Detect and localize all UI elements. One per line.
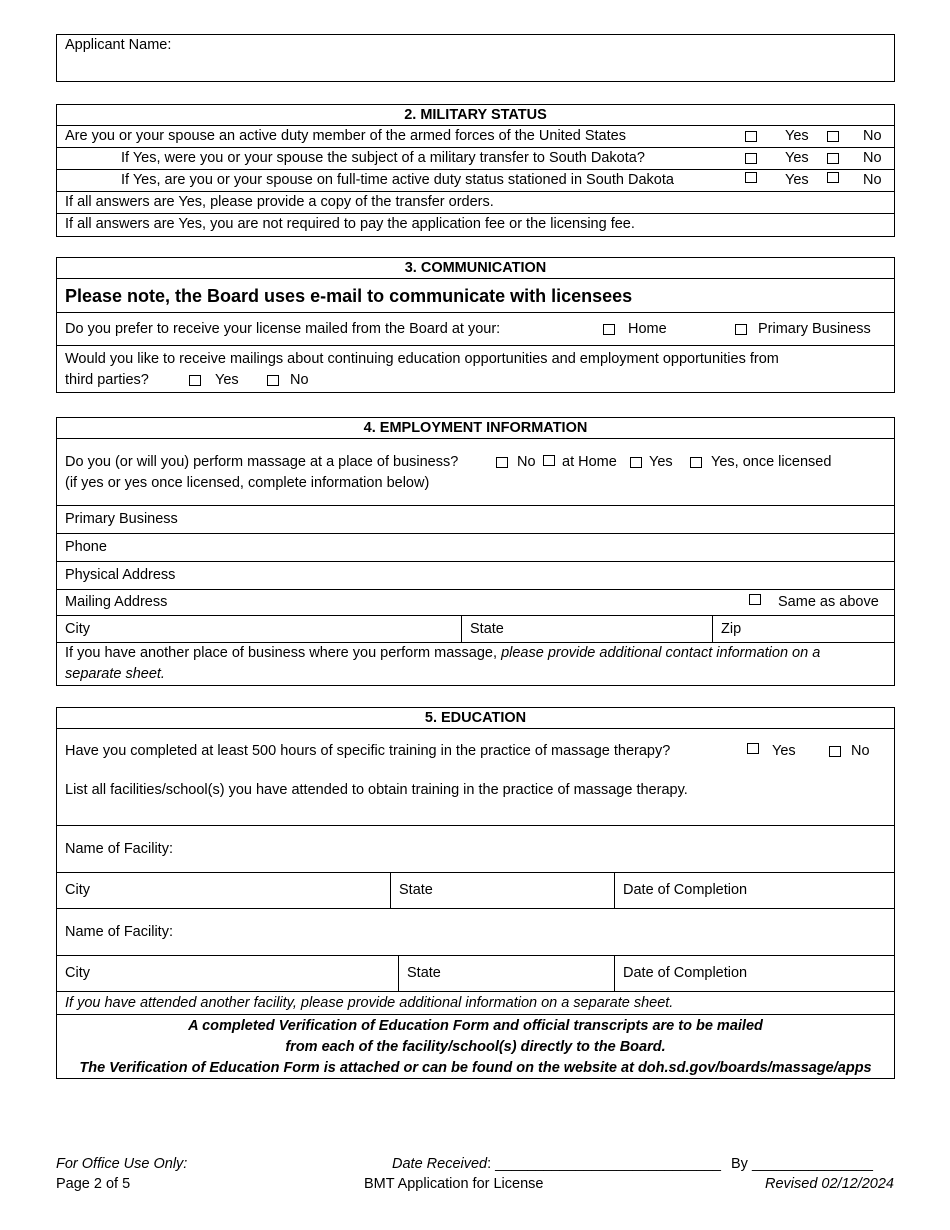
facility1-name-label: Name of Facility: xyxy=(65,841,173,857)
military-q3-yes-checkbox[interactable] xyxy=(745,172,757,183)
training-yes-label: Yes xyxy=(772,743,796,759)
other-business-note-b: please provide additional contact information on a xyxy=(501,645,821,661)
revision-date: Revised 02/12/2024 xyxy=(765,1176,894,1192)
same-as-above-checkbox[interactable] xyxy=(749,594,761,605)
third-party-yes-label: Yes xyxy=(215,372,239,388)
military-q1-yes-label: Yes xyxy=(785,128,809,144)
military-q2-yes-label: Yes xyxy=(785,150,809,166)
date-received-label: Date Received xyxy=(392,1156,488,1172)
military-status-section xyxy=(56,104,895,237)
office-use-label: For Office Use Only: xyxy=(56,1156,188,1172)
third-party-no-label: No xyxy=(290,372,309,388)
military-q1-yes-checkbox[interactable] xyxy=(745,131,757,142)
military-q2-text: If Yes, were you or your spouse the subject of a military transfer to South Dakota? xyxy=(121,150,645,166)
training-no-label: No xyxy=(851,743,870,759)
place-of-business-note: (if yes or yes once licensed, complete information below) xyxy=(65,475,430,491)
mail-home-checkbox[interactable] xyxy=(603,324,615,335)
facility2-date-label: Date of Completion xyxy=(623,965,748,981)
facility2-name-label: Name of Facility: xyxy=(65,924,173,940)
facility1-location-row xyxy=(57,873,894,909)
military-q3-yes-label: Yes xyxy=(785,172,809,188)
page-number: Page 2 of 5 xyxy=(56,1176,131,1192)
applicant-name-label: Applicant Name: xyxy=(65,37,172,53)
business-home-label: at Home xyxy=(562,454,617,470)
phone-field[interactable]: Phone xyxy=(57,534,894,562)
third-party-question-cont: third parties? xyxy=(65,372,149,388)
military-note2: If all answers are Yes, you are not required to pay the application fee or the licensing fee. xyxy=(65,216,635,232)
document-title: BMT Application for License xyxy=(364,1176,544,1192)
employment-section xyxy=(56,417,895,686)
business-yes-once-licensed-checkbox[interactable] xyxy=(690,457,702,468)
training-row xyxy=(57,741,894,826)
mailing-address-row[interactable] xyxy=(57,590,894,616)
business-yes-checkbox[interactable] xyxy=(630,457,642,468)
third-party-mailings-row xyxy=(57,346,894,392)
employment-state-field[interactable] xyxy=(462,616,713,642)
facility1-state-label: State xyxy=(399,882,433,898)
employment-state-label: State xyxy=(470,621,504,637)
applicant-name-box[interactable] xyxy=(56,34,895,82)
education-header: 5. EDUCATION xyxy=(57,708,894,729)
third-party-yes-checkbox[interactable] xyxy=(189,375,201,386)
communication-section xyxy=(56,257,895,393)
other-business-note-a: If you have another place of business where you perform massage, xyxy=(65,645,502,661)
business-no-checkbox[interactable] xyxy=(496,457,508,468)
city-state-zip-row xyxy=(57,616,894,643)
training-yes-checkbox[interactable] xyxy=(747,743,759,754)
another-facility-note: If you have attended another facility, please provide additional information on a separate sheet. xyxy=(57,992,894,1015)
military-q3-text: If Yes, are you or your spouse on full-time active duty status stationed in South Dakota xyxy=(121,172,674,188)
facility1-date-field[interactable] xyxy=(615,873,894,908)
business-home-checkbox[interactable] xyxy=(543,455,555,466)
business-yes-once-licensed-label: Yes, once licensed xyxy=(711,454,832,470)
facility2-name-field[interactable] xyxy=(57,909,894,956)
military-q3-no-label: No xyxy=(863,172,882,188)
verification-line2: from each of the facility/school(s) directly to the Board. xyxy=(285,1039,666,1055)
verification-line3: The Verification of Education Form is attached or can be found on the website at doh.sd.gov/boards/massage/apps xyxy=(79,1060,872,1076)
employment-zip-label: Zip xyxy=(721,621,742,637)
military-note1: If all answers are Yes, please provide a copy of the transfer orders. xyxy=(57,192,894,214)
by-line: By _______________ xyxy=(731,1156,873,1172)
facility2-date-field[interactable] xyxy=(615,956,894,991)
military-q1-text: Are you or your spouse an active duty member of the armed forces of the United States xyxy=(65,128,626,144)
facility2-city-field[interactable] xyxy=(57,956,399,991)
business-yes-label: Yes xyxy=(649,454,673,470)
military-q2-no-checkbox[interactable] xyxy=(827,153,839,164)
military-status-header: 2. MILITARY STATUS xyxy=(57,105,894,126)
employment-header: 4. EMPLOYMENT INFORMATION xyxy=(57,418,894,439)
mail-primary-business-label: Primary Business xyxy=(758,321,871,337)
employment-city-field[interactable] xyxy=(57,616,462,642)
date-received xyxy=(392,1156,721,1172)
place-of-business-question: Do you (or will you) perform massage at a place of business? xyxy=(65,454,459,470)
license-mail-question: Do you prefer to receive your license mailed from the Board at your: xyxy=(65,321,501,337)
email-notice: Please note, the Board uses e-mail to communicate with licensees xyxy=(57,279,894,313)
facility2-city-label: City xyxy=(65,965,90,981)
third-party-question: Would you like to receive mailings about continuing education opportunities and employment opportunities from xyxy=(65,351,779,367)
employment-city-label: City xyxy=(65,621,90,637)
military-q2-no-label: No xyxy=(863,150,882,166)
same-as-above-label: Same as above xyxy=(778,594,879,610)
date-received-line: : ____________________________ xyxy=(487,1156,721,1172)
facility1-name-field[interactable] xyxy=(57,826,894,873)
license-mail-row xyxy=(57,313,894,346)
military-q1-no-label: No xyxy=(863,128,882,144)
primary-business-field[interactable]: Primary Business xyxy=(57,506,894,534)
communication-header: 3. COMMUNICATION xyxy=(57,258,894,279)
facility1-date-label: Date of Completion xyxy=(623,882,748,898)
facility1-city-label: City xyxy=(65,882,90,898)
training-question: Have you completed at least 500 hours of specific training in the practice of massage therapy? xyxy=(65,743,671,759)
facility2-state-label: State xyxy=(407,965,441,981)
mail-home-label: Home xyxy=(628,321,667,337)
facility1-state-field[interactable] xyxy=(391,873,615,908)
other-business-note xyxy=(57,643,894,685)
military-q1-no-checkbox[interactable] xyxy=(827,131,839,142)
employment-zip-field[interactable] xyxy=(713,616,894,642)
military-q3-no-checkbox[interactable] xyxy=(827,172,839,183)
training-no-checkbox[interactable] xyxy=(829,746,841,757)
military-q2-yes-checkbox[interactable] xyxy=(745,153,757,164)
other-business-note-c: separate sheet. xyxy=(65,666,165,682)
third-party-no-checkbox[interactable] xyxy=(267,375,279,386)
facility1-city-field[interactable] xyxy=(57,873,391,908)
physical-address-field[interactable]: Physical Address xyxy=(57,562,894,590)
facility2-state-field[interactable] xyxy=(399,956,615,991)
place-of-business-row xyxy=(57,439,894,506)
military-q2-row xyxy=(57,148,894,170)
verification-line1: A completed Verification of Education Form and official transcripts are to be mailed xyxy=(188,1018,763,1034)
business-no-label: No xyxy=(517,454,536,470)
military-q3-row xyxy=(57,170,894,192)
education-section xyxy=(56,707,895,1079)
facilities-list-instruction: List all facilities/school(s) you have attended to obtain training in the practice of massage therapy. xyxy=(65,782,688,798)
military-q1-row xyxy=(57,126,894,148)
mailing-address-label: Mailing Address xyxy=(65,594,168,610)
verification-notice xyxy=(57,1015,894,1078)
mail-primary-business-checkbox[interactable] xyxy=(735,324,747,335)
facility2-location-row xyxy=(57,956,894,992)
